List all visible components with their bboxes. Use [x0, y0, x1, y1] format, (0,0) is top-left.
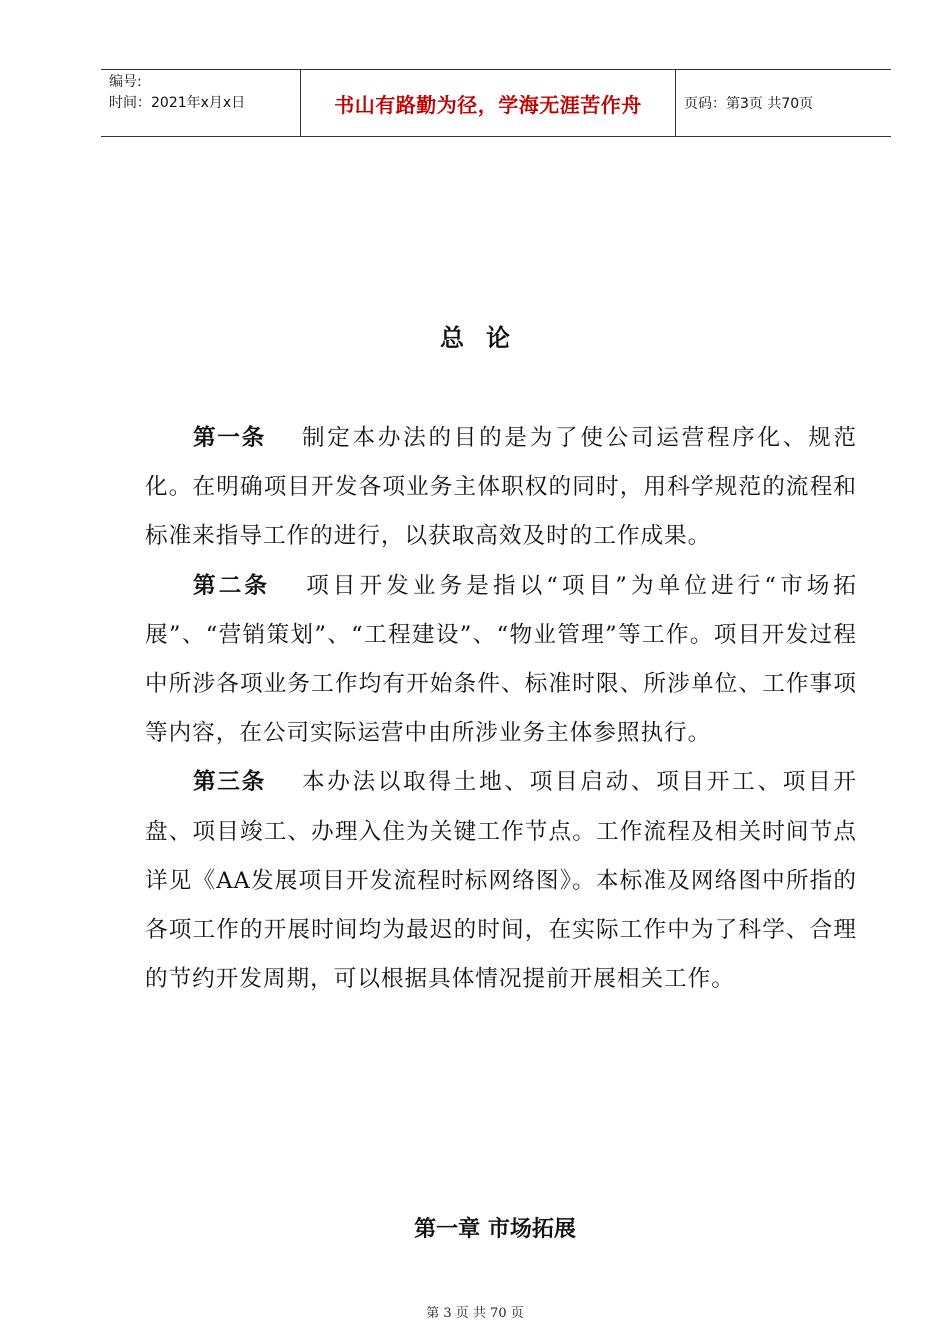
page-footer: 第 3 页 共 70 页	[426, 1306, 524, 1321]
article-label: 第二条	[193, 572, 271, 599]
article-text: 项目开发业务是指以“项目”为单位进行“市场拓展”、“营销策划”、“工程建设”、“物业管理”等工作。项目开发过程中所涉各项业务工作均有开始条件、标准时限、所涉单位、工作事项等内容，在公司实际运营中由所涉业务主体参照执行。	[145, 572, 858, 747]
article-text: 制定本办法的目的是为了使公司运营程序化、规范化。在明确项目开发各项业务主体职权的同时，用科学规范的流程和标准来指导工作的进行，以获取高效及时的工作成果。	[145, 425, 858, 550]
page-header	[101, 69, 891, 137]
article-text: 本办法以取得土地、项目启动、项目开工、项目开盘、项目竣工、办理入住为关键工作节点。工作流程及相关时间节点详见《AA发展项目开发流程时标网络图》。本标准及网络图中所指的各项工作的开展时间均为最迟的时间，在实际工作中为了科学、合理的节约开发周期，可以根据具体情况提前开展相关工作。	[145, 769, 858, 993]
article-2	[145, 562, 857, 759]
header-meta	[101, 70, 301, 136]
chapter-title: 第一章 市场拓展	[414, 1217, 576, 1242]
header-motto: 书山有路勤为径，学海无涯苦作舟	[301, 70, 676, 136]
article-label: 第三条	[193, 769, 266, 796]
date-label: 时间：2021年x月x日	[109, 95, 246, 111]
article-3	[145, 758, 857, 1004]
serial-label: 编号:	[109, 74, 142, 90]
section-title: 总论	[440, 324, 532, 352]
article-1	[145, 414, 857, 562]
document-body	[145, 414, 857, 1004]
article-label: 第一条	[193, 425, 266, 451]
header-page-info: 页码：第3页 共70页	[684, 96, 814, 112]
